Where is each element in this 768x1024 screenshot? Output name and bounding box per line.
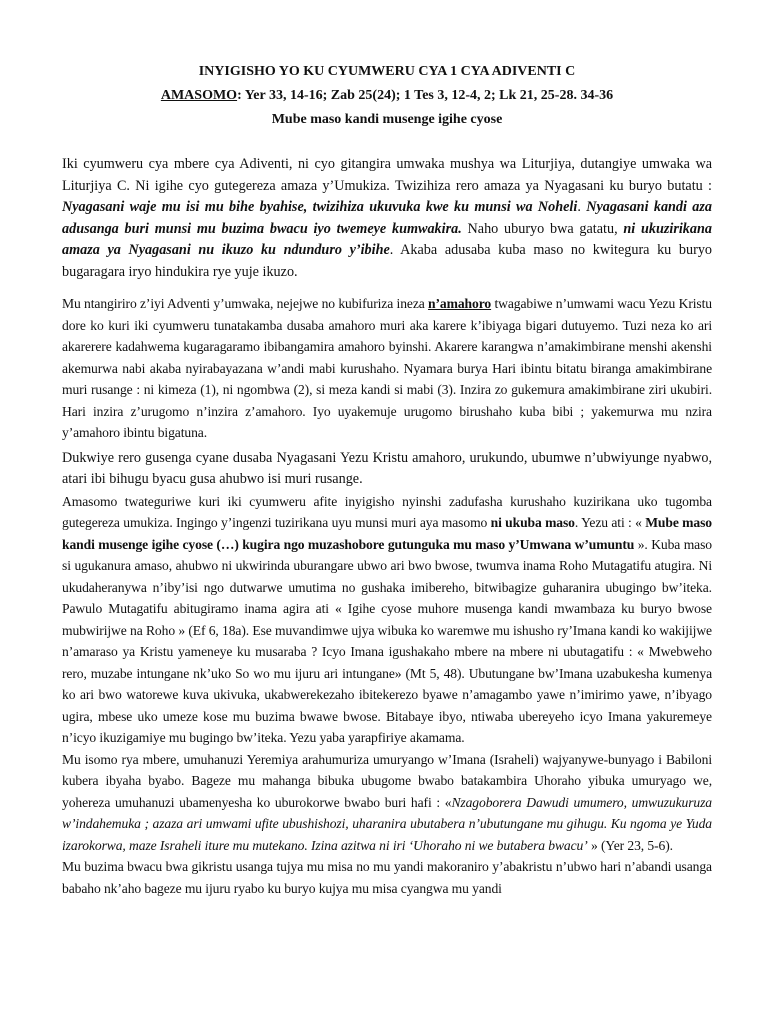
p2-text-1: Mu ntangiriro z’iyi Adventi y’umwaka, nejejwe no kubifuriza ineza: [62, 296, 429, 311]
paragraph-1: [62, 154, 712, 283]
p1-emphasis-3: ni ukuzirikana amaza ya Nyagasani nu ikuzo ku ndunduro y’ibihe: [62, 220, 712, 258]
p4-text-3: ». Kuba maso si ugukanura amaso, ahubwo ni ukwirinda uburangare ubwo ari bwo bwose, twumva inama Roho Mutagatifu atugira. Ni ukudaheranywa n’iby’isi ngo dutwarwe umutima no gushaka imibereho, bitwibagize guharanira ubugingo bw’iteka. Pawulo Mutagatifu abitugiramo inama agira ati « Igihe cyose muhore musenga kandi mwambaza ku buryo bwose mubwirijwe na Roho » (Ef 6, 18a). Ese muvandimwe ujya wibuka ko waremwe mu ishusho ry’Imana kandi ko wakijijwe n’amaraso ya Kristu yameneye ku musaraba ? Icyo Imana igushakaho mbere na mbere ni ubutagatifu : « Mwebweho rero, muzabe intungane nk’uko So wo mu ijuru ari intungane» (Mt 5, 48). Ubutungane bw’Imana uzabukesha kumenya ko ari bwo watorewe kuva ukivuka, ukabwerekezaho ibitekerezo byawe n’amagambo yawe n’imirimo yawe, n’ibyago ugira, mbese uko umeze kose mu buzima bwawe bwose. Bitabaye ibyo, ntiwaba ubereyeho icyo Imana yakuremeye n’icyo ikuzigamiye mu bugingo bw’iteka. Yezu yaba yarapfiriye akamama.: [62, 536, 712, 745]
p5-text-2: » (Yer 23, 5-6).: [587, 837, 673, 853]
paragraph-3: [62, 448, 712, 491]
p1-emphasis-2: Nyagasani kandi aza adusanga buri munsi mu buzima bwacu iyo twemeye kumwakira.: [62, 199, 713, 237]
document-title: INYIGISHO YO KU CYUMWERU CYA 1 CYA ADIVENTI C: [198, 64, 576, 79]
p1-text-1: Iki cyumweru cya mbere cya Adiventi, ni cyo gitangira umwaka mushya wa Liturjiya, dutangiye umwaka wa Liturjiya C. Ni igihe cyo gutegereza amaza y’Umukiza. Twizihiza rero amaza ya Nyagasani ku buryo butatu :: [62, 156, 712, 194]
p4-emphasis-2: Mube maso kandi musenge igihe cyose (…) kugira ngo muzashobore gutunguka mu maso y’Umwana w’umuntu: [62, 515, 712, 552]
readings-line: [62, 84, 712, 108]
paragraph-4: [62, 491, 712, 749]
p1-text-3: Naho uburyo bwa gatatu,: [461, 220, 624, 237]
p1-emphasis-1: Nyagasani waje mu isi mu bihe byahise, twizihiza ukuvuka kwe ku munsi wa Noheli: [62, 199, 578, 215]
paragraph-5: [62, 749, 712, 857]
document-subtitle: Mube maso kandi musenge igihe cyose: [271, 112, 503, 127]
p6-text-1: Mu buzima bwacu bwa gikristu usanga tujya mu misa no mu yandi makoraniro y’abakristu n’ubwo hari n’abandi usanga babaho nk’aho bageze mu ijuru ryabo ku buryo kujya mu misa cyangwa mu yandi: [62, 859, 712, 896]
p4-emphasis-1: ni ukuba maso: [490, 515, 575, 530]
p1-text-2: .: [577, 199, 587, 215]
paragraph-2: [62, 293, 712, 444]
p5-quote: Nzagoborera Dawudi umumero, umwuzukuruza w’indahemuka ; azaza ari umwami ufite ubushishozi, uharanira ubutabera n’ubutungane mu gihugu. Ku ngoma ye Yuda izarokorwa, maze Israheli iture mu mutekano. Izina azitwa ni iri ‘Uhoraho ni we butabera bwacu’: [62, 794, 712, 853]
p2-emphasis-1: n’amahoro: [428, 296, 492, 311]
readings-label: AMASOMO: [160, 88, 238, 103]
p5-text-1: Mu isomo rya mbere, umuhanuzi Yeremiya arahumuriza umuryango w’Imana (Israheli) wajyanywe-bunyago i Babiloni kubera ibyaha byabo. Bageze mu mahanga bibuka ubugome bwabo batakambira Uhoraho yibuka umuryago we, yohereza umuhanuzi ubamenyesha ko uburokorwe bwabo buri hafi : «: [62, 751, 712, 810]
readings-references: : Yer 33, 14-16; Zab 25(24); 1 Tes 3, 12-4, 2; Lk 21, 25-28. 34-36: [237, 88, 614, 103]
paragraph-6: [62, 856, 712, 899]
p2-text-2: twagabiwe n’umwami wacu Yezu Kristu dore ko kuri iki cyumweru tunatakamba dusaba amahoro muri aka karere k’ibiyaga bigari dutuyemo. Tuzi neza ko ari akarerere kadahwema kugaragaramo ibibangamira amahoro byinshi. Akarere karangwa n’amakimbirane menshi akenshi akemurwa nabi akaba nyirabayazana w’andi mabi kurushaho. Nyamara burya Hari ibintu bitatu biranga amakimbirane muri rusange : ni kimeza (1), ni ngombwa (2), si meza kandi si mabi (3). Inzira zo gukemura amakimbirane ziri ukubiri. Hari inzira z’urugomo n’inzira z’amahoro. Iyo uyakemuje urugomo birushaho kuba bibi ; yakemurwa mu nzira y’amahoro ibintu bigatuna.: [62, 296, 712, 440]
p4-text-2: . Yezu ati : «: [574, 515, 646, 530]
p3-text-1: Dukwiye rero gusenga cyane dusaba Nyagasani Yezu Kristu amahoro, urukundo, ubumwe n’ubwiyunge nyabwo, atari ibi bihugu byacu gusa ahubwo isi muri rusange.: [62, 449, 712, 487]
title-block: [62, 60, 712, 132]
p1-text-4: . Akaba adusaba kuba maso no kwitegura ku buryo bugaragara iryo hindukira rye yuje ikuzo.: [62, 242, 713, 280]
p4-text-1: Amasomo twateguriwe kuri iki cyumweru afite inyigisho nyinshi zadufasha kurushaho kuzirikana uko tugomba gutegereza umukiza. Ingingo y’ingenzi tuzirikana uyu munsi muri aya masomo: [62, 493, 712, 530]
